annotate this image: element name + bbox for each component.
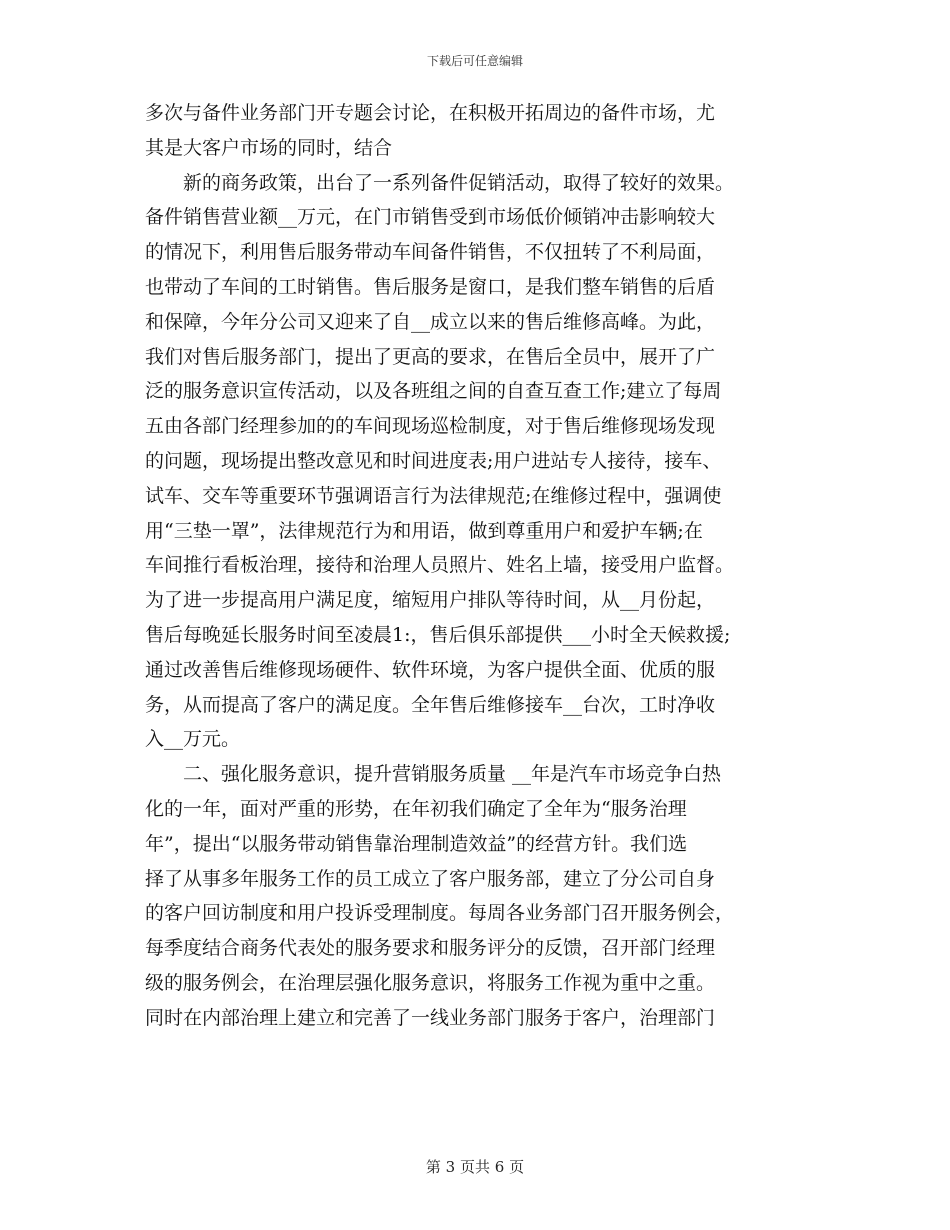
text-line: 的情况下，利用售后服务带动车间备件销售，不仅扭转了不利局面， bbox=[145, 241, 716, 264]
text-line: 的客户回访制度和用户投诉受理制度。每周各业务部门召开服务例会， bbox=[145, 902, 735, 925]
text-line: 备件销售营业额__万元，在门市销售受到市场低价倾销冲击影响较大 bbox=[145, 206, 716, 229]
page-number: 第 3 页共 6 页 bbox=[425, 1158, 525, 1176]
text-line: 通过改善售后维修现场硬件、软件环境，为客户提供全面、优质的服 bbox=[145, 658, 716, 681]
text-line: 级的服务例会，在治理层强化服务意识，将服务工作视为重中之重。 bbox=[145, 971, 716, 994]
text-line: 务，从而提高了客户的满足度。全年售后维修接车__台次，工时净收 bbox=[145, 693, 716, 716]
page-header: 下载后可任意编辑 bbox=[426, 54, 523, 68]
text-line: 入__万元。 bbox=[145, 728, 241, 751]
text-line: 用“三垫一罩”，法律规范行为和用语，做到尊重用户和爱护车辆;在 bbox=[145, 519, 703, 542]
text-line: 售后每晚延长服务时间至凌晨1:，售后俱乐部提供___小时全天候救援; bbox=[145, 623, 731, 646]
text-line: 的问题，现场提出整改意见和时间进度表;用户进站专人接待，接车、 bbox=[145, 449, 722, 472]
text-line: 和保障，今年分公司又迎来了自__成立以来的售后维修高峰。为此， bbox=[145, 310, 716, 333]
text-line: 化的一年，面对严重的形势，在年初我们确定了全年为“服务治理 bbox=[145, 797, 687, 820]
text-line: 为了进一步提高用户满足度，缩短用户排队等待时间，从__月份起， bbox=[145, 589, 716, 612]
text-line: 每季度结合商务代表处的服务要求和服务评分的反馈，召开部门经理 bbox=[145, 937, 716, 960]
text-line: 其是大客户市场的同时，结合 bbox=[145, 136, 393, 159]
text-line: 五由各部门经理参加的的车间现场巡检制度，对于售后维修现场发现 bbox=[145, 415, 716, 438]
text-line: 新的商务政策，出台了一系列备件促销活动，取得了较好的效果。 bbox=[183, 171, 735, 194]
text-line: 二、强化服务意识，提升营销服务质量 __年是汽车市场竞争白热 bbox=[183, 763, 722, 786]
text-line: 同时在内部治理上建立和完善了一线业务部门服务于客户，治理部门 bbox=[145, 1006, 716, 1029]
document-body bbox=[145, 96, 825, 1036]
text-line: 多次与备件业务部门开专题会讨论，在积极开拓周边的备件市场，尤 bbox=[145, 102, 716, 124]
text-line: 泛的服务意识宣传活动，以及各班组之间的自查互查工作;建立了每周 bbox=[145, 380, 722, 403]
text-line: 车间推行看板治理，接待和治理人员照片、姓名上墙，接受用户监督。 bbox=[145, 554, 735, 577]
text-line: 年”，提出“以服务带动销售靠治理制造效益”的经营方针。我们选 bbox=[145, 832, 688, 855]
text-line: 我们对售后服务部门，提出了更高的要求，在售后全员中，展开了广 bbox=[145, 345, 716, 368]
text-line: 试车、交车等重要环节强调语言行为法律规范;在维修过程中，强调使 bbox=[145, 484, 722, 507]
text-line: 择了从事多年服务工作的员工成立了客户服务部，建立了分公司自身 bbox=[145, 867, 716, 890]
text-line: 也带动了车间的工时销售。售后服务是窗口，是我们整车销售的后盾 bbox=[145, 275, 716, 298]
